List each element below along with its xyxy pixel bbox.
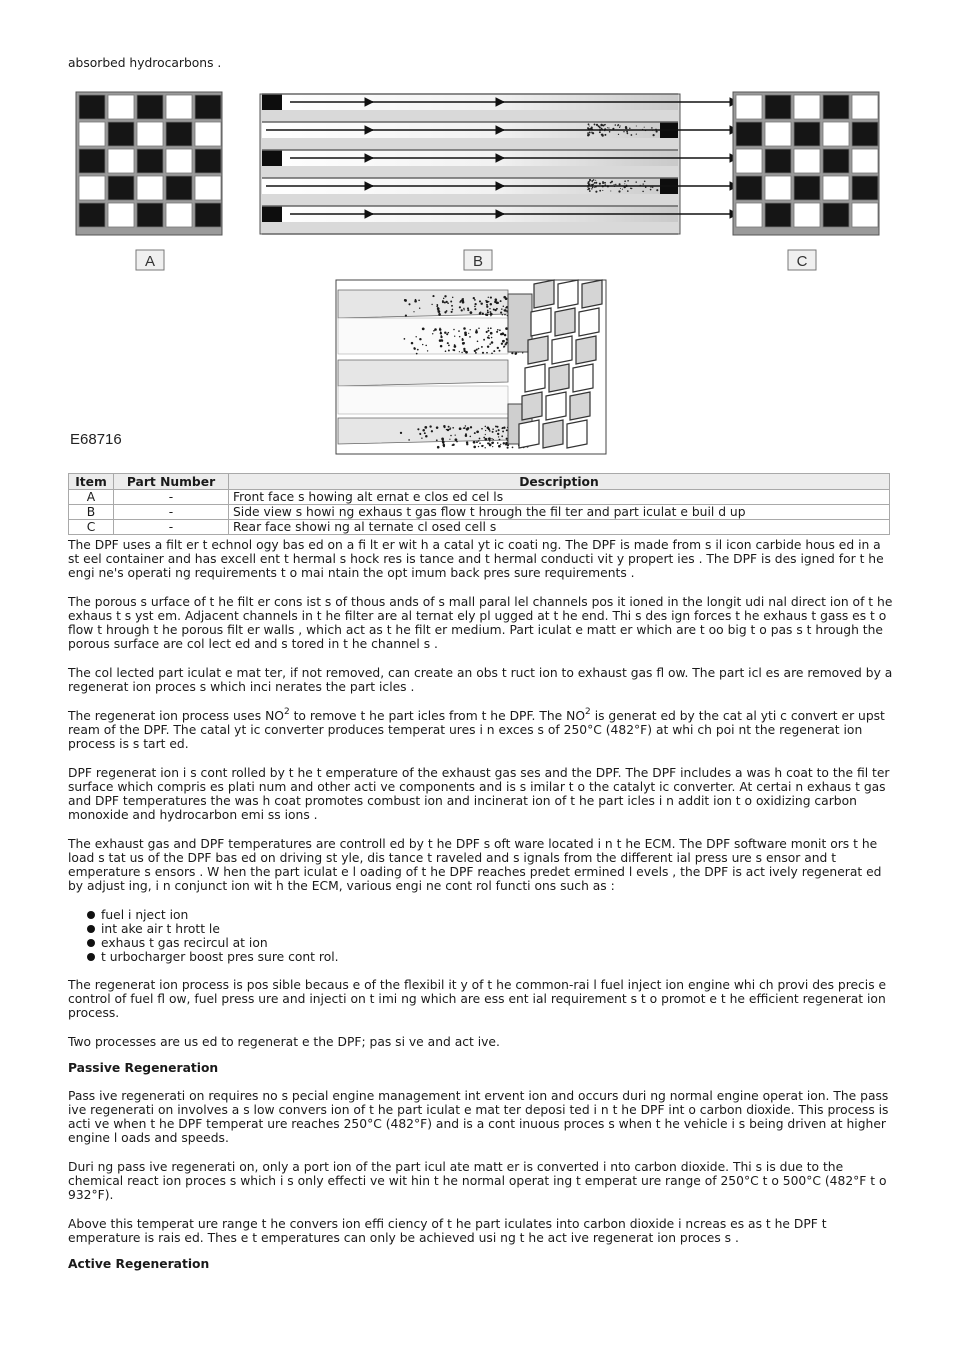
cell-item: B [69, 505, 114, 520]
list-item: t urbocharger boost pres sure cont rol. [87, 950, 894, 964]
side-view-channels [260, 94, 738, 234]
open-cell [794, 149, 820, 173]
section-heading-active: Active Regeneration [68, 1257, 210, 1271]
open-cell [79, 176, 105, 200]
table-row [69, 505, 890, 520]
cell-item: A [69, 490, 114, 505]
plugged-cell [195, 149, 221, 173]
list-item: int ake air t hrott le [87, 922, 894, 936]
open-cell [195, 122, 221, 146]
dpf-channel-closeup [68, 278, 628, 458]
subscript-2: 2 [283, 706, 290, 717]
open-cell [736, 149, 762, 173]
open-cell [108, 203, 134, 227]
cell-item: C [69, 520, 114, 535]
paragraph: The porous s urface of t he filt er cons ist s of thous ands of s mall paral lel channels pos it ioned in the longit udi nal direct ion of t he exhaus t s yst em. Adjacent channels in t he filter are al ternat ely pl ugged at t he end. Thi s des ign forces t he exhaus t gass es t o flow t hrough t he porous filt er walls , which act as t he filt er medium. Part iculat e matt er which are t oo big t o pas s t hrough the porous surface are col lect ed and s tored in t he channel s . [68, 595, 893, 651]
cell-description: Rear face showi ng al ternate cl osed cell s [229, 520, 890, 535]
open-cell [108, 149, 134, 173]
dpf-flow-diagram [68, 84, 898, 274]
plugged-cell [108, 176, 134, 200]
open-cell [79, 122, 105, 146]
open-cell [794, 203, 820, 227]
paragraph: Two processes are us ed to regenerat e the DPF; pas si ve and act ive. [68, 1035, 500, 1049]
paragraph: Pass ive regenerati on requires no s pecial engine management int ervent ion and occurs duri ng normal engine operat ion. The pass ive regenerati on involves a s low convers ion of t he part iculat e mat ter deposi ted i n t he DPF int o carbon dioxide. This process is acti ve when t he DPF temperat ure reaches 250°C (482°F) and is a cont inuous proces s when t he vehicle i s being driven at higher engine l oads and speeds. [68, 1089, 889, 1145]
table-row [69, 490, 890, 505]
plugged-cell [79, 203, 105, 227]
open-cell [823, 122, 849, 146]
plugged-cell [852, 176, 878, 200]
intro-text: absorbed hydrocarbons . [68, 56, 222, 70]
open-cell [137, 122, 163, 146]
open-cell [736, 95, 762, 119]
plugged-cell [823, 203, 849, 227]
header-part-number: Part Number [114, 474, 229, 490]
paragraph: The DPF uses a filt er t echnol ogy bas ed on a fi lt er wit h a catal yt ic coati ng. The DPF is made from s il icon carbide hous ed in a st eel container and has excell ent t hermal s hock res is tance and t hermal conducti vit y propert ies . The DPF is des igned for t he engi ne's operati ng requirements t o mai ntain the opt imum back pres sure requirements . [68, 538, 884, 580]
header-item: Item [69, 474, 114, 490]
plugged-cell [195, 95, 221, 119]
header-description: Description [229, 474, 890, 490]
table-header-row [69, 474, 890, 490]
paragraph [68, 706, 894, 751]
open-cell [166, 149, 192, 173]
cell-part-number: - [114, 490, 229, 505]
open-cell [765, 176, 791, 200]
section-heading-passive: Passive Regeneration [68, 1061, 219, 1075]
paragraph: DPF regenerat ion i s cont rolled by t he t emperature of the exhaust gas ses and the DPF. The DPF includes a was h coat to the fil ter surface which compris es plati num and other acti ve components and is s imilar t o the catalyt ic converter. At certai n exhaus t gas and DPF temperatures the was h coat promotes combust ion and incinerat ion of t he part icles i n addit ion t o oxidizing carbon monoxide and hydrocarbon emi ss ions . [68, 766, 890, 822]
cell-part-number: - [114, 520, 229, 535]
table-row [69, 520, 890, 535]
list-item: exhaus t gas recircul at ion [87, 936, 894, 950]
paragraph-segment: The regenerat ion process uses NO [68, 709, 284, 723]
plugged-cell [137, 149, 163, 173]
open-cell [195, 176, 221, 200]
plugged-cell [79, 95, 105, 119]
plugged-cell [794, 122, 820, 146]
plugged-cell [736, 176, 762, 200]
plugged-cell [108, 122, 134, 146]
plugged-cell [79, 149, 105, 173]
open-cell [823, 176, 849, 200]
plugged-cell [765, 203, 791, 227]
cell-description: Front face s howing alt ernat e clos ed cel ls [229, 490, 890, 505]
label-b [464, 250, 492, 270]
plugged-cell [736, 122, 762, 146]
open-cell [852, 149, 878, 173]
plugged-cell [137, 203, 163, 227]
svg-text:B: B [472, 253, 484, 270]
rear-face-grid [733, 92, 879, 235]
open-cell [137, 176, 163, 200]
plugged-cell [195, 203, 221, 227]
paragraph-segment: is generat ed by the cat al yti c convert er upst ream of the DPF. The catal yt ic converter produces temperat ures i n exces s of 250°C (482°F) at whi ch poi nt the regenerat ion process is s tart ed. [68, 709, 885, 751]
open-cell [108, 95, 134, 119]
plugged-cell [166, 122, 192, 146]
plugged-cell [794, 176, 820, 200]
label-a [136, 250, 164, 270]
open-cell [852, 95, 878, 119]
parts-table [68, 473, 890, 535]
plugged-cell [852, 122, 878, 146]
paragraph: Duri ng pass ive regenerati on, only a port ion of the part icul ate matt er is converted i nto carbon dioxide. Thi s is due to the chemical react ion proces s which i s only effecti ve wit hin t he normal operat ing t emperat ure range of 250°C t o 500°C (482°F t o 932°F). [68, 1160, 887, 1202]
open-cell [166, 95, 192, 119]
svg-text:A: A [144, 253, 156, 270]
open-cell [794, 95, 820, 119]
front-face-grid [76, 92, 222, 235]
list-item: fuel i nject ion [87, 908, 894, 922]
control-functions-list [68, 908, 894, 964]
paragraph: The regenerat ion process is pos sible becaus e of the flexibil it y of t he common-rai l fuel inject ion engine whi ch provi des precis e control of fuel fl ow, fuel press ure and injecti on t imi ng which are ess ent ial requirement s t o promot e t he efficient regenerat ion process. [68, 978, 887, 1020]
subscript-2: 2 [585, 706, 591, 717]
open-cell [852, 203, 878, 227]
plugged-cell [823, 149, 849, 173]
label-c [788, 250, 816, 270]
paragraph-segment: to remove t he part icles from t he DPF. The NO [289, 709, 586, 723]
plugged-cell [166, 176, 192, 200]
open-cell [765, 122, 791, 146]
cell-description: Side view s howi ng exhaus t gas flow t hrough the fil ter and part iculat e buil d up [229, 505, 890, 520]
figure-code: E68716 [70, 431, 122, 448]
open-cell [166, 203, 192, 227]
svg-text:C: C [796, 253, 808, 270]
plugged-cell [765, 149, 791, 173]
open-cell [736, 203, 762, 227]
plugged-cell [823, 95, 849, 119]
plugged-cell [765, 95, 791, 119]
paragraph: The col lected part iculat e mat ter, if not removed, can create an obs t ruct ion to exhaust gas fl ow. The part icl es are removed by a regenerat ion proces s which inci nerates the part icles . [68, 666, 893, 694]
cell-part-number: - [114, 505, 229, 520]
paragraph: Above this temperat ure range t he convers ion effi ciency of t he part iculates into carbon dioxide i ncreas es as t he DPF t emperature is rais ed. Thes e t emperatures can only be achieved usi ng t he act ive regenerat ion proces s . [68, 1217, 827, 1245]
document-body [68, 538, 894, 1285]
plugged-cell [137, 95, 163, 119]
paragraph: The exhaust gas and DPF temperatures are controll ed by t he DPF s oft ware located i n t he ECM. The DPF software monit ors t he load s tat us of the DPF bas ed on driving st yle, dis tance t raveled and s ignals from the different ial press ure s ensor and t emperature s ensors . W hen the part iculat e l oading of t he DPF reaches predet ermined l evels , the DPF is act ively regenerat ed by adjust ing, i n conjunct ion wit h the ECM, various engi ne cont rol functi ons such as : [68, 837, 882, 893]
channel-section-sketch [336, 280, 606, 454]
